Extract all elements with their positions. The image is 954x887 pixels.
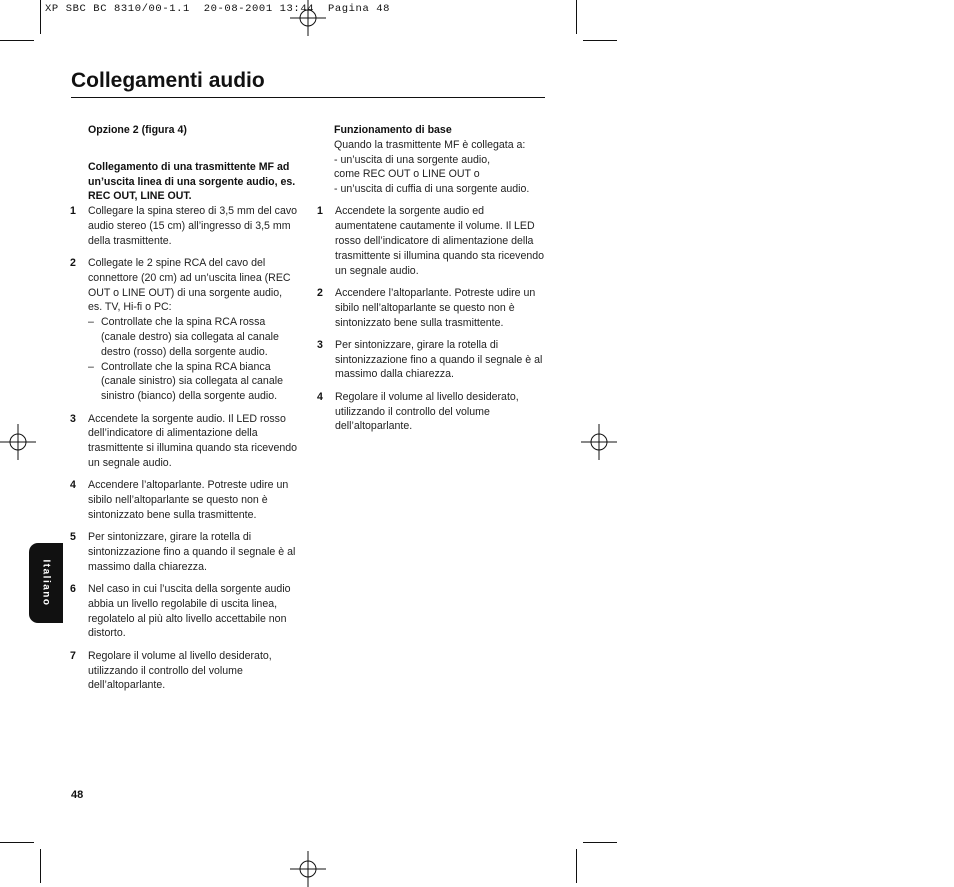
list-item: [317, 338, 545, 382]
crop-mark: [583, 842, 617, 843]
step-text: Regolare il volume al livello desiderato, utilizzando il controllo del volume dell’altoparlante.: [335, 390, 519, 433]
step-text: Accendere l’altoparlante. Potreste udire un sibilo nell’altoparlante se questo non è sintonizzato bene sulla trasmittente.: [88, 479, 289, 521]
list-item: [70, 478, 298, 522]
step-number: 2: [70, 257, 76, 270]
intro-line: - un’uscita di cuffia di una sorgente audio.: [334, 183, 530, 196]
registration-mark-icon: [0, 424, 36, 460]
crop-mark: [0, 842, 34, 843]
right-column: [317, 123, 545, 442]
step-number: 1: [70, 205, 76, 218]
language-tab: [29, 543, 63, 623]
crop-mark: [576, 849, 577, 883]
step-number: 7: [70, 649, 76, 662]
step-number: 1: [317, 205, 323, 218]
intro-line: come REC OUT o LINE OUT o: [334, 168, 480, 181]
crop-mark: [40, 0, 41, 34]
page-title: Collegamenti audio: [71, 69, 265, 92]
list-item: [317, 390, 545, 434]
crop-mark: [40, 849, 41, 883]
dash-marker: –: [88, 316, 94, 329]
step-text: Nel caso in cui l’uscita della sorgente audio abbia un livello regolabile di uscita linea, regolatelo al più alto livello accettabile non distorto.: [88, 583, 291, 640]
list-item: [70, 204, 298, 248]
crop-mark: [0, 40, 34, 41]
step-text: Accendete la sorgente audio ed aumentatene cautamente il volume. Il LED rosso dell’indicatore di alimentazione della trasmittente si illumina quando sta ricevendo un segnale audio.: [335, 205, 545, 277]
intro-line: - un’uscita di una sorgente audio,: [334, 153, 491, 166]
step-text: Accendete la sorgente audio. Il LED rosso dell’indicatore di alimentazione della trasmittente si illumina quando sta ricevendo un segnale audio.: [88, 412, 298, 469]
step-number: 5: [70, 531, 76, 544]
step-text: Per sintonizzare, girare la rotella di sintonizzazione fino a quando il segnale è al massimo dalla chiarezza.: [88, 531, 296, 573]
registration-mark-icon: [581, 424, 617, 460]
step-number: 3: [70, 412, 76, 425]
registration-mark-icon: [290, 0, 326, 36]
step-number: 6: [70, 583, 76, 596]
step-number: 2: [317, 286, 323, 299]
step-number: 4: [317, 390, 323, 403]
sub-item: [88, 315, 298, 359]
section-heading: Funzionamento di base: [334, 124, 452, 136]
list-item: [317, 286, 545, 330]
step-text: Collegare la spina stereo di 3,5 mm del cavo audio stereo (15 cm) all’ingresso di 3,5 mm della trasmittente.: [88, 205, 298, 247]
step-number: 4: [70, 479, 76, 492]
step-number: 3: [317, 338, 323, 351]
list-item: [70, 582, 298, 641]
step-text: Per sintonizzare, girare la rotella di sintonizzazione fino a quando il segnale è al massimo dalla chiarezza.: [335, 338, 543, 381]
sub-item-text: Controllate che la spina RCA rossa (canale destro) sia collegata al canale destro (rosso) della sorgente audio.: [101, 316, 279, 358]
sub-item-text: Controllate che la spina RCA bianca (canale sinistro) sia collegata al canale sinistro (bianco) della sorgente audio.: [101, 360, 283, 403]
list-item: [317, 204, 545, 278]
step-text: Regolare il volume al livello desiderato, utilizzando il controllo del volume dell’altoparlante.: [88, 649, 272, 692]
step-text: Collegate le 2 spine RCA del cavo del connettore (20 cm) ad un’uscita linea (REC OUT o LINE OUT) di una sorgente audio, es. TV, Hi-fi o PC:: [88, 257, 291, 314]
step-text: Accendere l’altoparlante. Potreste udire un sibilo nell’altoparlante se questo non è sintonizzato bene sulla trasmittente.: [335, 286, 536, 329]
intro-line: Quando la trasmittente MF è collegata a:: [334, 138, 526, 151]
list-item: [70, 649, 298, 693]
crop-mark: [583, 40, 617, 41]
crop-mark: [576, 0, 577, 34]
option-heading: Opzione 2 (figura 4): [88, 124, 187, 136]
dash-marker: –: [88, 360, 94, 373]
registration-mark-icon: [290, 851, 326, 887]
left-column: [70, 123, 298, 701]
page-number: 48: [71, 789, 84, 801]
sub-item: [88, 360, 298, 404]
list-item: [70, 530, 298, 574]
print-slug: XP SBC BC 8310/00-1.1 20-08-2001 13:44 Pagina 48: [45, 3, 391, 15]
list-item: [70, 256, 298, 404]
section-subheading: Collegamento di una trasmittente MF ad un’uscita linea di una sorgente audio, es. REC OUT, LINE OUT.: [88, 160, 296, 203]
language-tab-label: Italiano: [40, 559, 52, 607]
title-rule: [71, 97, 545, 98]
list-item: [70, 412, 298, 471]
